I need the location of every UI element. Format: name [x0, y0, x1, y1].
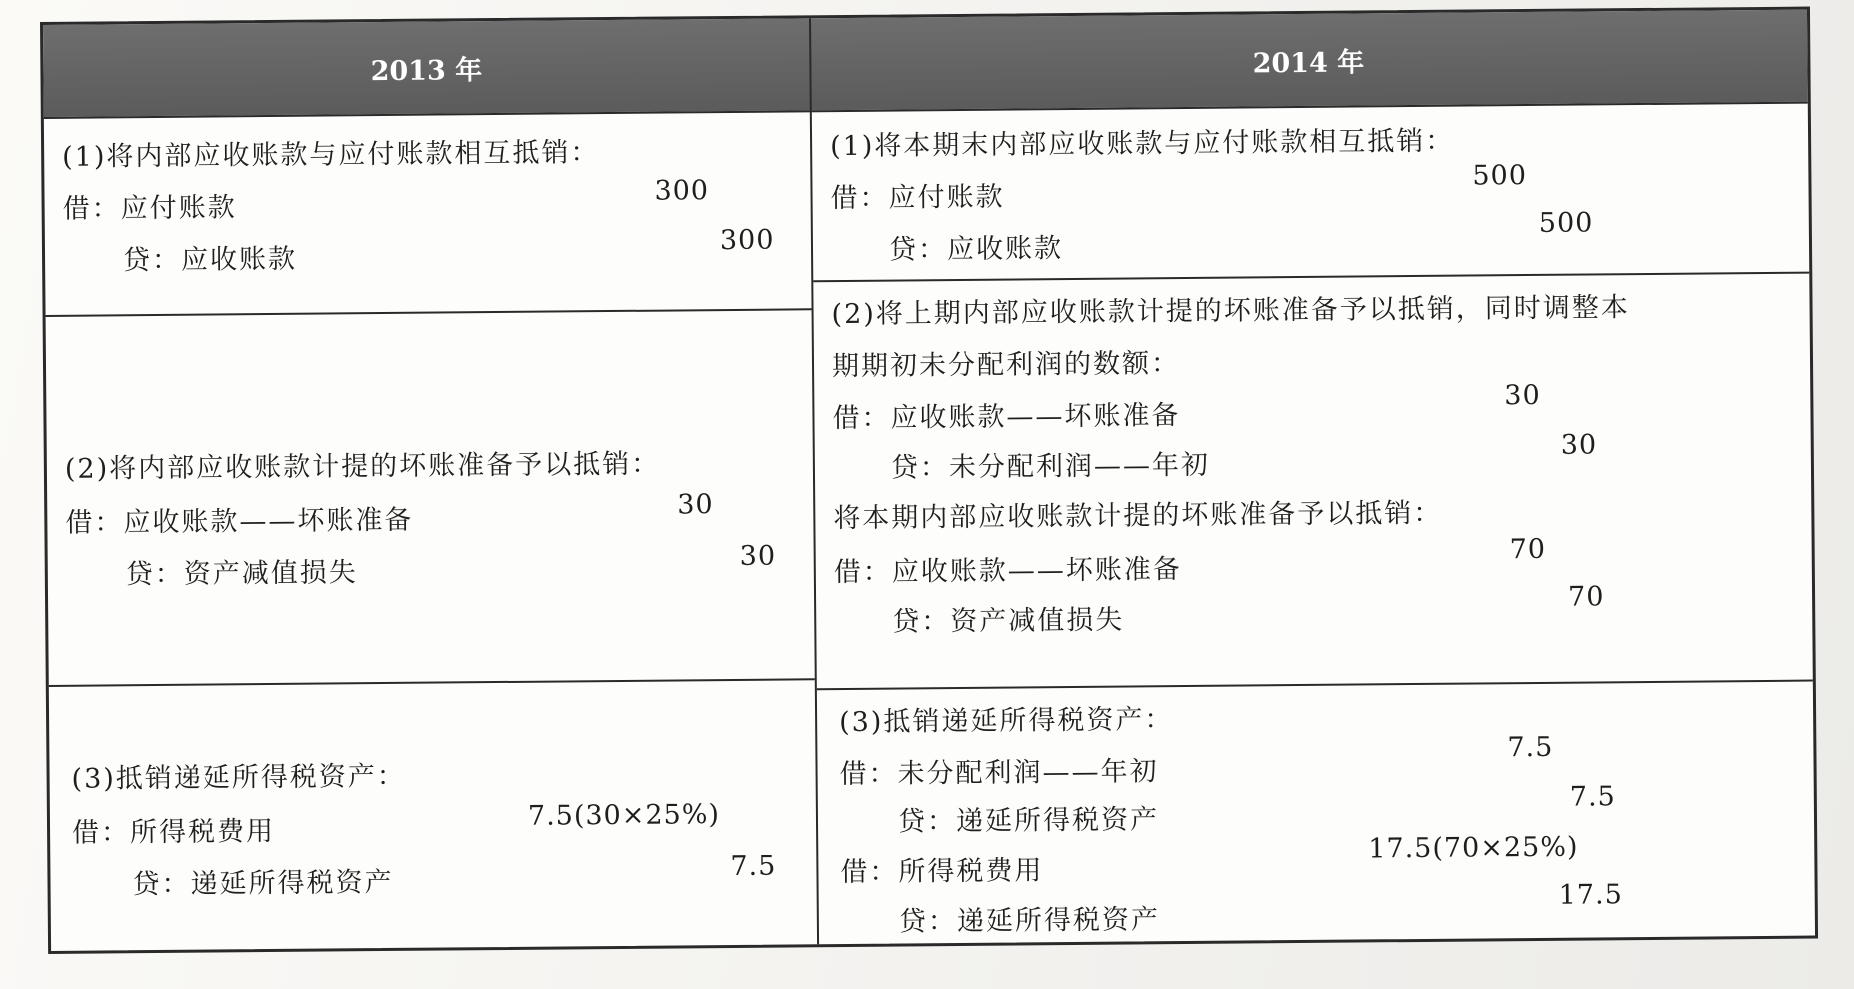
credit-amount: 30 [739, 540, 777, 572]
debit-entry-1: 借：应收账款——坏账准备 [832, 400, 1181, 435]
credit-amount-2: 70 [1567, 581, 1605, 613]
credit-entry-2: 贷：递延所得税资产 [898, 904, 1161, 938]
debit-entry-2: 借：所得税费用 [840, 855, 1044, 889]
header-2014: 2014 年 [1252, 46, 1365, 79]
cell-2014-section-1 [812, 102, 1809, 281]
credit-amount-1: 30 [1560, 429, 1598, 461]
debit-entry: 借：所得税费用 [71, 815, 276, 849]
cell-2013-section-1 [44, 110, 812, 315]
credit-entry: 贷：应收账款 [122, 243, 298, 277]
credit-amount: 7.5 [730, 850, 777, 883]
credit-entry: 贷：资产减值损失 [125, 557, 358, 591]
debit-entry: 借：应付账款 [62, 192, 237, 225]
debit-entry-1: 借：未分配利润——年初 [839, 756, 1159, 791]
debit-entry: 借：应收账款——坏账准备 [65, 504, 414, 539]
debit-amount: 7.5(30×25%) [527, 799, 721, 832]
consolidation-entries-table [40, 7, 1818, 954]
section-heading: (3)抵销递延所得税资产： [839, 704, 1174, 739]
section-heading: (2)将内部应收账款计提的坏账准备予以抵销： [64, 448, 661, 485]
debit-amount-2: 70 [1509, 533, 1547, 566]
debit-amount: 30 [677, 489, 714, 521]
debit-amount: 500 [1472, 160, 1528, 192]
cell-2014-section-2 [813, 274, 1813, 689]
credit-entry-2: 贷：资产减值损失 [892, 604, 1125, 638]
section-heading: (3)抵销递延所得税资产： [71, 760, 406, 795]
section-heading: (1)将本期末内部应收账款与应付账款相互抵销： [829, 125, 1455, 163]
debit-amount-2: 17.5(70×25%) [1368, 831, 1579, 865]
credit-amount: 300 [719, 224, 775, 257]
credit-amount: 500 [1538, 207, 1594, 239]
debit-entry: 借：应付账款 [830, 181, 1005, 215]
credit-amount-1: 7.5 [1569, 781, 1616, 813]
credit-entry: 贷：应收账款 [888, 233, 1064, 266]
credit-entry-1: 贷：递延所得税资产 [897, 804, 1160, 838]
header-2013: 2013 年 [370, 54, 483, 87]
credit-entry: 贷：递延所得税资产 [132, 866, 394, 901]
section-heading: (1)将内部应收账款与应付账款相互抵销： [62, 137, 600, 173]
cell-2013-section-2 [46, 310, 815, 685]
credit-amount-2: 17.5 [1558, 879, 1623, 911]
sub-heading: 将本期内部应收账款计提的坏账准备予以抵销： [833, 497, 1443, 535]
cell-2013-section-3 [49, 680, 817, 955]
section-heading-line-2: 期期初未分配利润的数额： [831, 348, 1181, 383]
credit-entry-1: 贷：未分配利润——年初 [890, 449, 1211, 484]
debit-amount-1: 7.5 [1507, 731, 1554, 764]
section-heading-line-1: (2)将上期内部应收账款计提的坏账准备予以抵销，同时调整本 [831, 292, 1630, 331]
table-header [43, 10, 1808, 119]
cell-2014-section-3 [817, 682, 1815, 949]
debit-amount-1: 30 [1504, 379, 1541, 412]
debit-amount: 300 [654, 175, 710, 207]
debit-entry-2: 借：应收账款——坏账准备 [833, 554, 1182, 589]
